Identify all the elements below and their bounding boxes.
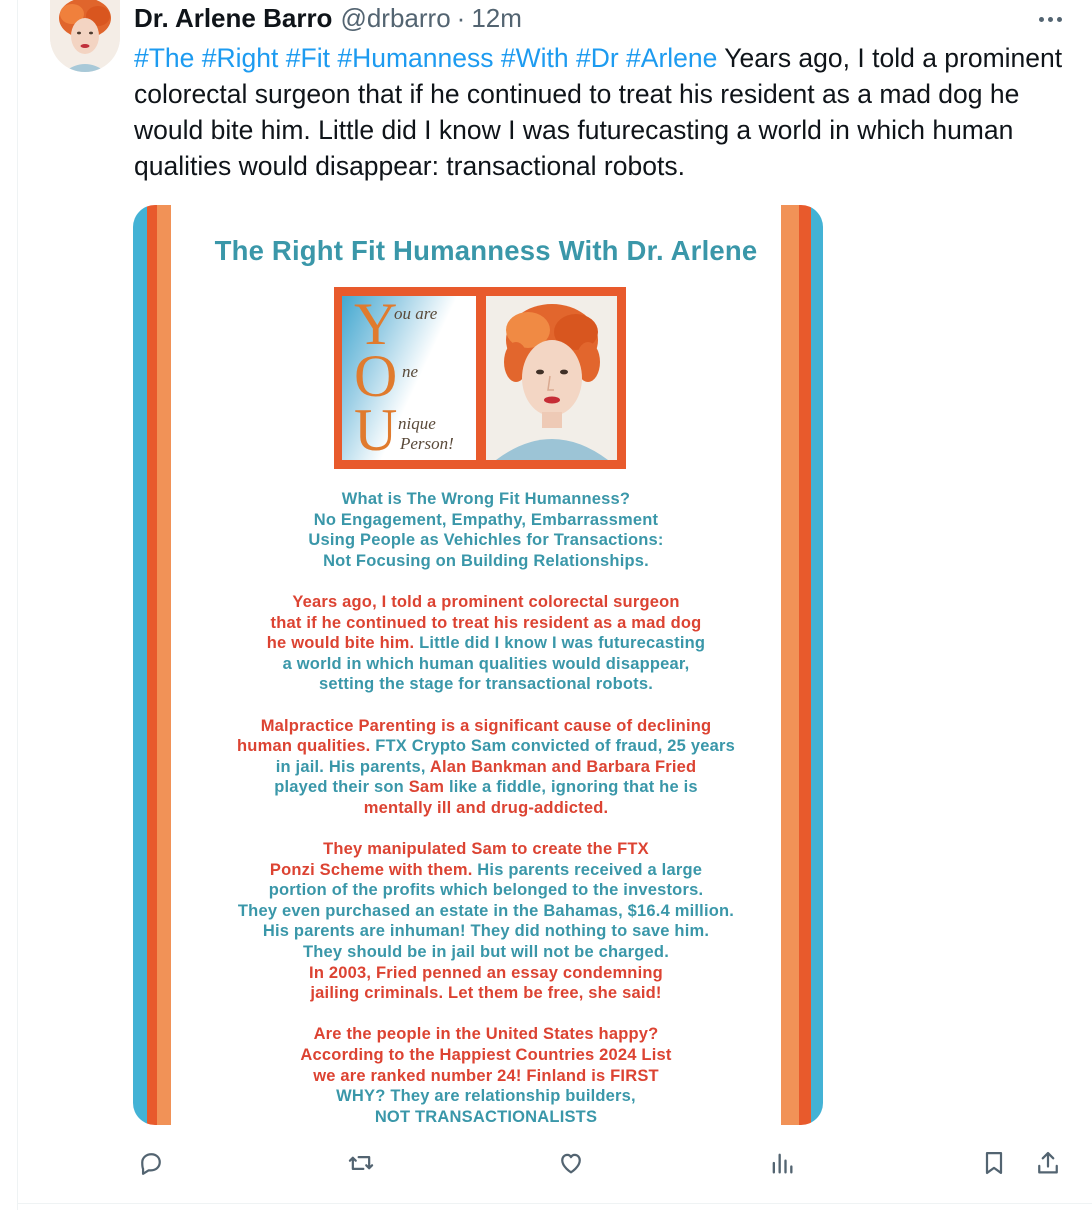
tweet-action-bar (0, 1145, 1092, 1185)
poster-line: a world in which human qualities would disappear, (282, 654, 690, 673)
poster-paragraph (173, 489, 799, 571)
poster-paragraph (173, 1024, 799, 1125)
hashtag-link[interactable]: #Humanness (337, 43, 494, 73)
poster-line: portion of the profits which belonged to the investors. (268, 881, 704, 900)
reply-button[interactable] (133, 1145, 169, 1181)
border-stripe (147, 205, 157, 1125)
retweet-button[interactable] (343, 1145, 379, 1181)
poster-line: What is The Wrong Fit Humanness? (341, 490, 631, 508)
border-stripe (811, 205, 823, 1125)
tweet-media-image[interactable] (133, 205, 823, 1125)
share-icon (1034, 1149, 1062, 1177)
border-stripe (799, 205, 811, 1125)
poster-frame (334, 287, 626, 469)
author-avatar[interactable] (50, 0, 120, 72)
hashtag-link[interactable]: #Right (201, 43, 279, 73)
separator-dot: · (456, 2, 466, 33)
poster-line: They even purchased an estate in the Bahamas, $16.4 million. (237, 901, 735, 920)
bookmark-icon (980, 1149, 1008, 1177)
tweet-body: Years ago, I told a prominent colorectal surgeon that if he continued to treat his resident as a mad dog he would bite him. Little did I know I was futurecasting a world in which human qualities would disappear: transactional robots. (134, 43, 1063, 181)
poster-line: No Engagement, Empathy, Embarrassment (313, 510, 659, 529)
poster-line: played their son Sam like a fiddle, ignoring that he is (274, 778, 698, 797)
reply-icon (137, 1149, 165, 1177)
border-stripe (133, 205, 147, 1125)
acrostic-letter: O (354, 343, 398, 409)
poster-line: in jail. His parents, Alan Bankman and Barbara Fried (275, 757, 697, 776)
tweet-text (134, 40, 1074, 184)
poster-line: Malpractice Parenting is a significant cause of declining (260, 716, 712, 735)
poster-line: that if he continued to treat his resident as a mad dog (270, 613, 702, 632)
you-acrostic-panel (342, 296, 476, 460)
poster-paragraph (173, 716, 799, 819)
acrostic-letter: U (354, 397, 398, 460)
poster-paragraph (173, 592, 799, 695)
bookmark-button[interactable] (976, 1145, 1012, 1181)
poster-line: Years ago, I told a prominent colorectal surgeon (292, 592, 680, 611)
tweet-header (134, 3, 522, 33)
poster-line: They manipulated Sam to create the FTX (323, 840, 649, 859)
poster-line: mentally ill and drug-addicted. (363, 798, 609, 817)
acrostic-letter: Y (354, 296, 398, 357)
poster-line: human qualities. FTX Crypto Sam convicted of fraud, 25 years (237, 737, 735, 756)
poster-line: jailing criminals. Let them be free, she said! (310, 984, 662, 1003)
like-button[interactable] (553, 1145, 589, 1181)
border-stripe (157, 205, 171, 1125)
poster-line: In 2003, Fried penned an essay condemning (309, 963, 663, 982)
poster-line: According to the Happiest Countries 2024 List (300, 1046, 672, 1065)
poster-line: His parents are inhuman! They did nothing to save him. (262, 922, 710, 941)
tweet-timestamp[interactable]: 12m (471, 2, 522, 33)
author-name[interactable]: Dr. Arlene Barro (134, 2, 333, 33)
hashtag-link[interactable]: #The (134, 43, 195, 73)
acrostic-word: Person! (400, 434, 454, 453)
poster-line: he would bite him. Little did I know I was futurecasting (266, 634, 706, 653)
poster-line: They should be in jail but will not be charged. (302, 943, 669, 962)
like-icon (557, 1149, 585, 1177)
poster-title: The Right Fit Humanness With Dr. Arlene (214, 235, 758, 266)
portrait-photo (486, 296, 617, 460)
poster-line: we are ranked number 24! Finland is FIRST (313, 1066, 659, 1085)
poster-line: Ponzi Scheme with them. His parents received a large (269, 860, 703, 879)
hashtag-link[interactable]: #With (500, 43, 569, 73)
more-options-icon[interactable] (1030, 6, 1070, 32)
acrostic-word: ne (402, 362, 419, 381)
poster-line: Not Focusing on Building Relationships. (323, 551, 649, 570)
acrostic-word: nique (398, 414, 436, 433)
share-button[interactable] (1030, 1145, 1066, 1181)
views-icon (768, 1149, 796, 1177)
poster-line: NOT TRANSACTIONALISTS (374, 1107, 598, 1125)
poster-paragraph (173, 839, 799, 1004)
poster-body-text (173, 489, 799, 1125)
poster-line: Are the people in the United States happy? (313, 1025, 659, 1044)
poster-line: Using People as Vehichles for Transactions: (308, 531, 664, 550)
poster-line: WHY? They are relationship builders, (336, 1087, 636, 1106)
hashtag-link[interactable]: #Arlene (626, 43, 718, 73)
retweet-icon (347, 1149, 375, 1177)
hashtag-link[interactable]: #Fit (285, 43, 330, 73)
acrostic-word: ou are (394, 304, 438, 323)
views-button[interactable] (764, 1145, 800, 1181)
author-handle[interactable]: @drbarro (340, 2, 451, 33)
poster-line: setting the stage for transactional robots. (318, 675, 654, 694)
hashtag-link[interactable]: #Dr (575, 43, 619, 73)
